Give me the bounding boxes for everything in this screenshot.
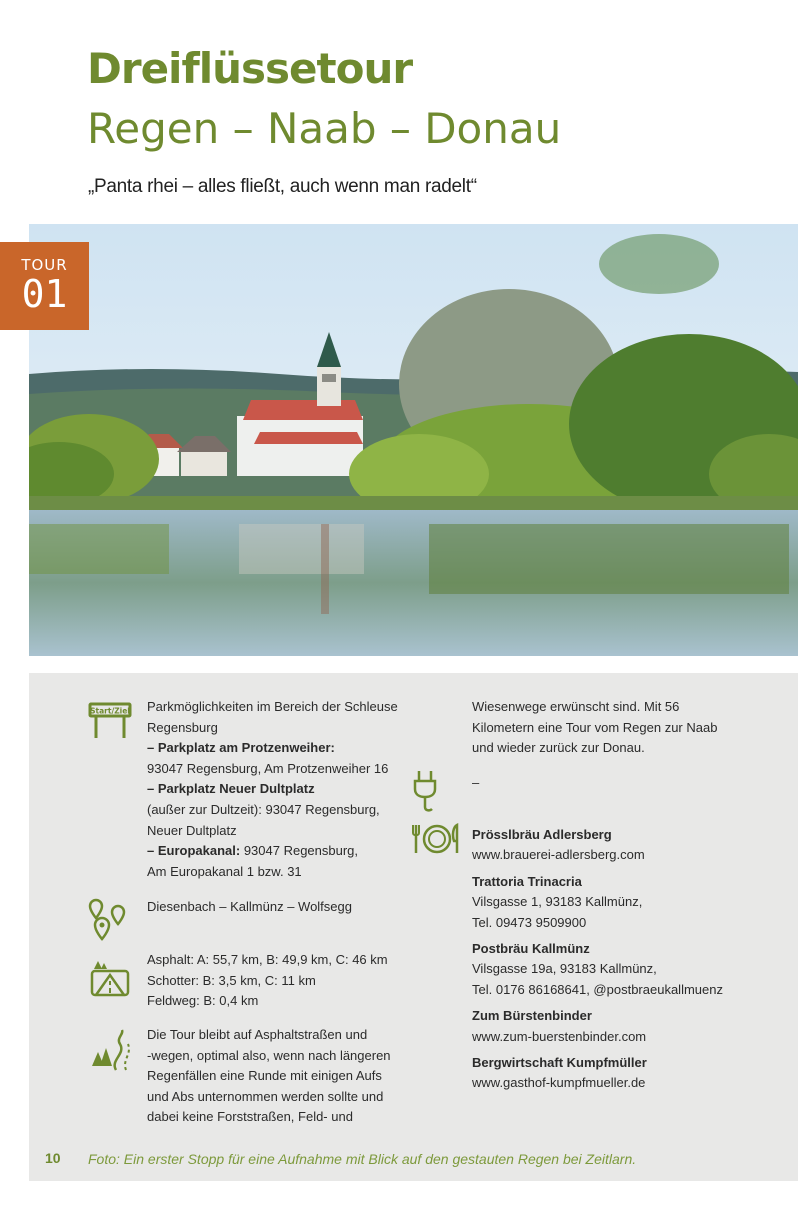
restaurant-detail: www.gasthof-kumpfmueller.de — [472, 1075, 646, 1091]
start-ziel-sign-icon — [86, 698, 134, 746]
restaurant-name: Prösslbräu Adlersberg — [472, 827, 612, 842]
description-line: Regenfällen eine Runde mit einigen Aufs — [147, 1068, 382, 1084]
restaurant-detail: Vilsgasse 19a, 93183 Kallmünz, — [472, 961, 657, 977]
parking-name: – Parkplatz am Protzenweiher: — [147, 740, 335, 756]
route-line: Diesenbach – Kallmünz – Wolfsegg — [147, 899, 352, 914]
parking-line: Parkmöglichkeiten im Bereich der Schleuse — [147, 699, 398, 714]
photo-caption: Foto: Ein erster Stopp für eine Aufnahme mit Blick auf den gestauten Regen bei Zeitlarn. — [88, 1151, 637, 1167]
parking-name: – Europakanal: — [147, 843, 241, 859]
description-text-col2 — [472, 697, 717, 759]
charging-line: – — [472, 775, 480, 790]
description-text-col1 — [147, 1025, 391, 1128]
description-line: und Abs unternommen werden sollte und — [147, 1088, 384, 1104]
restaurant-name: Trattoria Trinacria — [472, 873, 582, 889]
surface-line: Schotter: B: 3,5 km, C: 11 km — [147, 972, 316, 988]
parking-name: – Parkplatz Neuer Dultplatz — [147, 781, 315, 797]
description-line: -wegen, optimal also, wenn nach längeren — [147, 1047, 391, 1063]
parking-address: Am Europakanal 1 bzw. 31 — [147, 863, 302, 879]
description-line: Wiesenwege erwünscht sind. Mit 56 — [472, 699, 680, 714]
restaurant-detail: www.brauerei-adlersberg.com — [472, 847, 645, 863]
tour-badge-label: TOUR — [21, 256, 68, 274]
restaurant-item — [472, 939, 723, 1000]
surface-line: Feldweg: B: 0,4 km — [147, 993, 259, 1009]
restaurant-name: Zum Bürstenbinder — [472, 1008, 592, 1024]
restaurant-item — [472, 872, 723, 933]
surface-line: Asphalt: A: 55,7 km, B: 49,9 km, C: 46 km — [147, 952, 388, 967]
tour-badge — [0, 242, 89, 330]
restaurant-detail: www.zum-buerstenbinder.com — [472, 1028, 647, 1044]
page-title: Dreiflüssetour — [87, 44, 413, 93]
restaurant-list — [472, 825, 723, 1100]
charging-text — [472, 773, 479, 794]
restaurant-item — [472, 825, 723, 866]
parking-address: (außer zur Dultzeit): 93047 Regensburg, — [147, 801, 380, 817]
restaurant-detail: Vilsgasse 1, 93183 Kallmünz, — [472, 894, 643, 910]
road-surface-icon — [86, 955, 134, 1003]
description-line: Kilometern eine Tour vom Regen zur Naab — [472, 719, 718, 735]
sign-text: Start/Ziel — [90, 706, 130, 716]
restaurant-detail: Tel. 09473 9509900 — [472, 914, 587, 930]
restaurant-item — [472, 1006, 723, 1047]
info-panel — [29, 673, 798, 1181]
forest-path-icon — [86, 1026, 134, 1074]
description-line: dabei keine Forststraßen, Feld- und — [147, 1109, 353, 1125]
description-line: Die Tour bleibt auf Asphaltstraßen und — [147, 1027, 368, 1042]
parking-address: 93047 Regensburg, Am Protzenweiher 16 — [147, 760, 389, 776]
location-pins-icon — [86, 896, 134, 944]
parking-address: 93047 Regensburg, — [240, 843, 359, 859]
restaurant-item — [472, 1053, 723, 1094]
restaurant-detail: Tel. 0176 86168641, @postbraeukallmuenz — [472, 981, 723, 997]
page-number: 10 — [45, 1150, 61, 1166]
route-text — [147, 897, 352, 918]
page-subtitle: Regen – Naab – Donau — [87, 104, 562, 153]
parking-address: Neuer Dultplatz — [147, 822, 237, 838]
surface-text — [147, 950, 388, 1012]
tour-badge-number: 01 — [21, 272, 68, 316]
plug-icon — [410, 767, 440, 815]
tour-photo — [29, 224, 798, 656]
restaurant-name: Bergwirtschaft Kumpfmüller — [472, 1055, 647, 1071]
plate-cutlery-icon — [412, 819, 462, 859]
parking-line: Regensburg — [147, 719, 218, 735]
description-line: und wieder zurück zur Donau. — [472, 740, 645, 756]
tour-quote: „Panta rhei – alles fließt, auch wenn man radelt“ — [88, 176, 477, 197]
parking-text — [147, 697, 397, 882]
restaurant-name: Postbräu Kallmünz — [472, 941, 590, 957]
